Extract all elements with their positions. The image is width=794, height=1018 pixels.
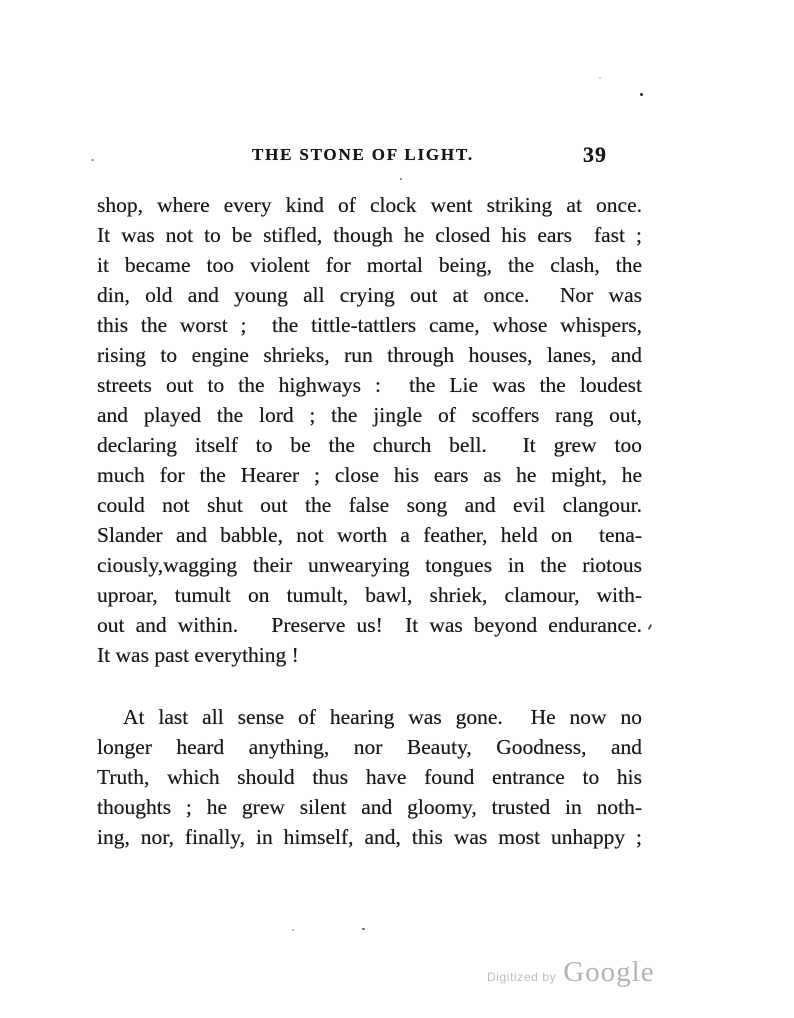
text-line: thoughts ; he grew silent and gloomy, trusted in noth- — [97, 795, 642, 819]
text-line: It was past everything ! — [97, 643, 299, 667]
text-line: rising to engine shrieks, run through houses, lanes, and — [97, 343, 642, 367]
scan-speck — [91, 159, 94, 161]
text-line: it became too violent for mortal being, the clash, the — [97, 253, 642, 277]
text-line: uproar, tumult on tumult, bawl, shriek, clamour, with- — [97, 583, 642, 607]
text-line: this the worst ; the tittle-tattlers came, whose whispers, — [97, 313, 642, 337]
watermark — [487, 956, 655, 989]
text-line: din, old and young all crying out at once. Nor was — [97, 283, 642, 307]
text-line: Truth, which should thus have found entrance to his — [97, 765, 642, 789]
scan-speck — [292, 929, 294, 931]
body-text — [97, 190, 642, 852]
text-line: ciously,wagging their unwearying tongues in the riotous — [97, 553, 642, 577]
text-line: ing, nor, finally, in himself, and, this was most unhappy ; — [97, 825, 642, 849]
text-line: out and within. Preserve us! It was beyond endurance. — [97, 613, 642, 637]
scan-speck — [640, 93, 643, 96]
google-logo: Google — [563, 956, 655, 988]
scan-speck — [400, 178, 402, 180]
text-line: shop, where every kind of clock went striking at once. — [97, 193, 642, 217]
text-line: At last all sense of hearing was gone. He now no — [123, 705, 642, 729]
paragraph — [97, 702, 642, 852]
paragraph — [97, 190, 642, 670]
text-line: Slander and babble, not worth a feather, held on tena- — [97, 523, 642, 547]
text-line: and played the lord ; the jingle of scoffers rang out, — [97, 403, 642, 427]
running-head-title: THE STONE OF LIGHT. — [252, 145, 474, 164]
scan-speck — [362, 928, 365, 930]
text-line: much for the Hearer ; close his ears as he might, he — [97, 463, 642, 487]
text-line: longer heard anything, nor Beauty, Goodness, and — [97, 735, 642, 759]
watermark-prefix-label: Digitized by — [487, 970, 557, 984]
text-line: streets out to the highways : the Lie was the loudest — [97, 373, 642, 397]
text-line: It was not to be stifled, though he closed his ears fast ; — [97, 223, 642, 247]
text-line: could not shut out the false song and evil clangour. — [97, 493, 642, 517]
scan-speck — [648, 624, 653, 630]
scan-speck — [599, 77, 601, 79]
page-number: 39 — [583, 142, 607, 167]
text-line: declaring itself to be the church bell. It grew too — [97, 433, 642, 457]
